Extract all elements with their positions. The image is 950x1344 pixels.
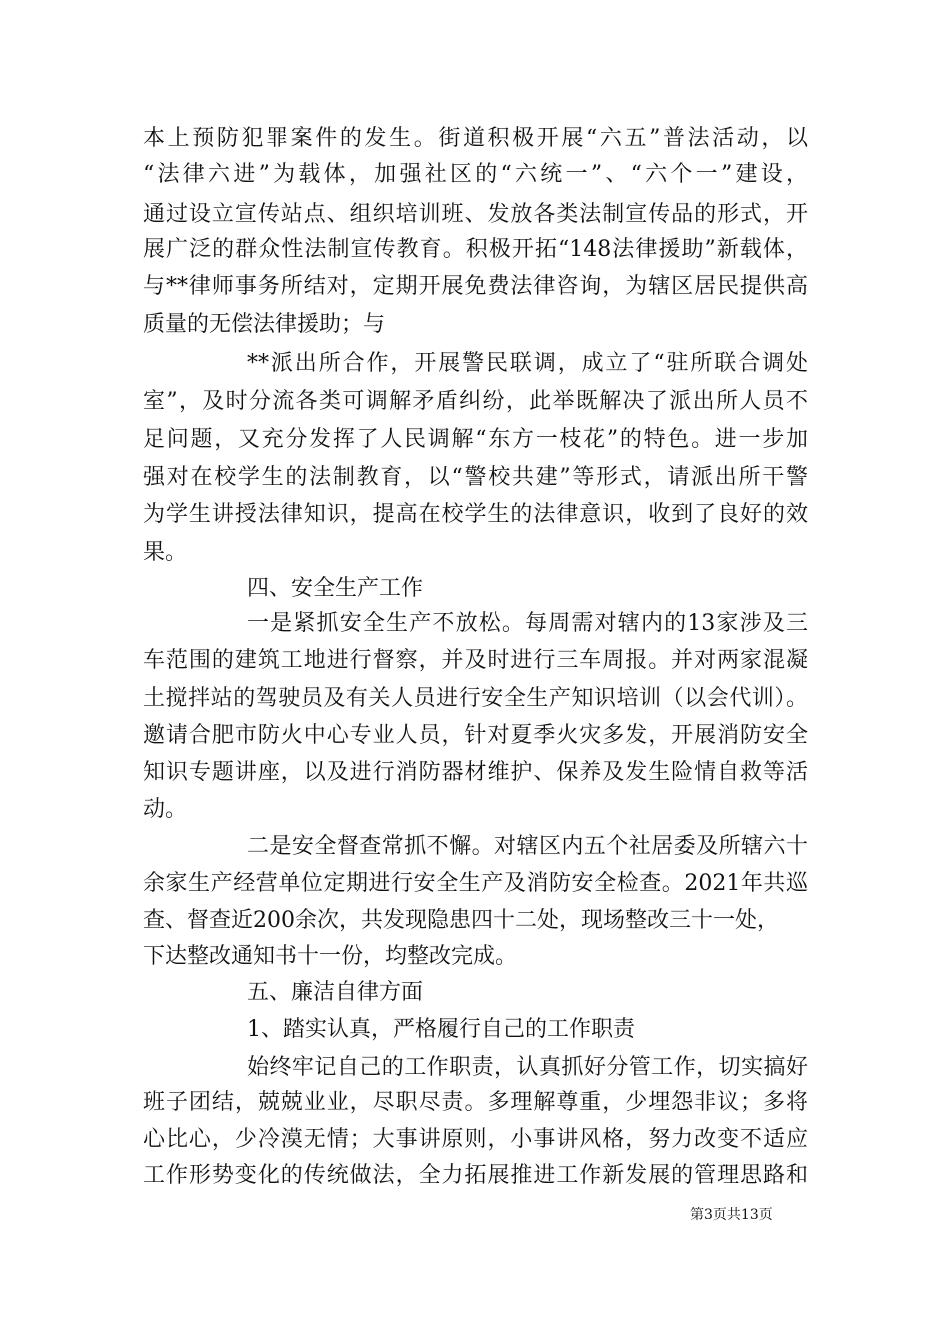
body-line: 车范围的建筑工地进行督察，并及时进行三车周报。并对两家混凝 bbox=[143, 648, 808, 673]
body-line: 质量的无偿法律援助；与 bbox=[143, 312, 386, 337]
section-heading: 五、廉洁自律方面 bbox=[247, 980, 424, 1005]
body-line: 室”，及时分流各类可调解矛盾纠纷，此举既解决了派出所人员不 bbox=[143, 389, 808, 414]
section-heading: 四、安全生产工作 bbox=[247, 576, 424, 601]
body-line: 强对在校学生的法制教育，以“警校共建”等形式，请派出所干警 bbox=[143, 465, 808, 490]
body-line: 展广泛的群众性法制宣传教育。积极开拓“148法律援助”新载体， bbox=[143, 237, 808, 262]
body-line: 与**律师事务所结对，定期开展免费法律咨询，为辖区居民提供高 bbox=[143, 274, 808, 299]
body-line: 余家生产经营单位定期进行安全生产及消防安全检查。2021年共巡 bbox=[143, 871, 808, 896]
body-line: 果。 bbox=[143, 540, 188, 565]
body-line-indented: **派出所合作，开展警民联调，成立了“驻所联合调处 bbox=[247, 351, 808, 376]
body-line: “法律六进”为载体，加强社区的“六统一”、“六个一”建设， bbox=[143, 162, 808, 187]
body-line: 足问题，又充分发挥了人民调解“东方一枝花”的特色。进一步加 bbox=[143, 427, 808, 452]
body-line: 通过设立宣传站点、组织培训班、发放各类法制宣传品的形式，开 bbox=[143, 202, 808, 227]
body-line-indented: 一是紧抓安全生产不放松。每周需对辖内的13家涉及三 bbox=[247, 611, 808, 636]
body-line: 为学生讲授法律知识，提高在校学生的法律意识，收到了良好的效 bbox=[143, 502, 808, 527]
body-line-indented: 二是安全督查常抓不懈。对辖区内五个社居委及所辖六十 bbox=[247, 834, 808, 859]
page-number: 第3页共13页 bbox=[690, 1207, 773, 1223]
subsection-heading: 1、踏实认真，严格履行自己的工作职责 bbox=[247, 1017, 635, 1042]
body-line: 下达整改通知书十一份，均整改完成。 bbox=[143, 944, 518, 969]
body-line: 土搅拌站的驾驶员及有关人员进行安全生产知识培训（以会代训）。 bbox=[143, 686, 808, 711]
body-line: 本上预防犯罪案件的发生。街道积极开展“六五”普法活动，以 bbox=[143, 126, 808, 151]
body-line: 查、督查近200余次，共发现隐患四十二处，现场整改三十一处， bbox=[143, 908, 779, 933]
body-line: 邀请合肥市防火中心专业人员，针对夏季火灾多发，开展消防安全 bbox=[143, 723, 808, 748]
body-line: 知识专题讲座，以及进行消防器材维护、保养及发生险情自救等活 bbox=[143, 760, 808, 785]
body-line: 动。 bbox=[143, 797, 188, 822]
body-line: 工作形势变化的传统做法，全力拓展推进工作新发展的管理思路和 bbox=[143, 1163, 808, 1188]
body-line: 心比心，少冷漠无情；大事讲原则，小事讲风格，努力改变不适应 bbox=[143, 1127, 808, 1152]
body-line-indented: 始终牢记自己的工作职责，认真抓好分管工作，切实搞好 bbox=[247, 1055, 808, 1080]
body-line: 班子团结，兢兢业业，尽职尽责。多理解尊重，少埋怨非议；多将 bbox=[143, 1090, 808, 1115]
